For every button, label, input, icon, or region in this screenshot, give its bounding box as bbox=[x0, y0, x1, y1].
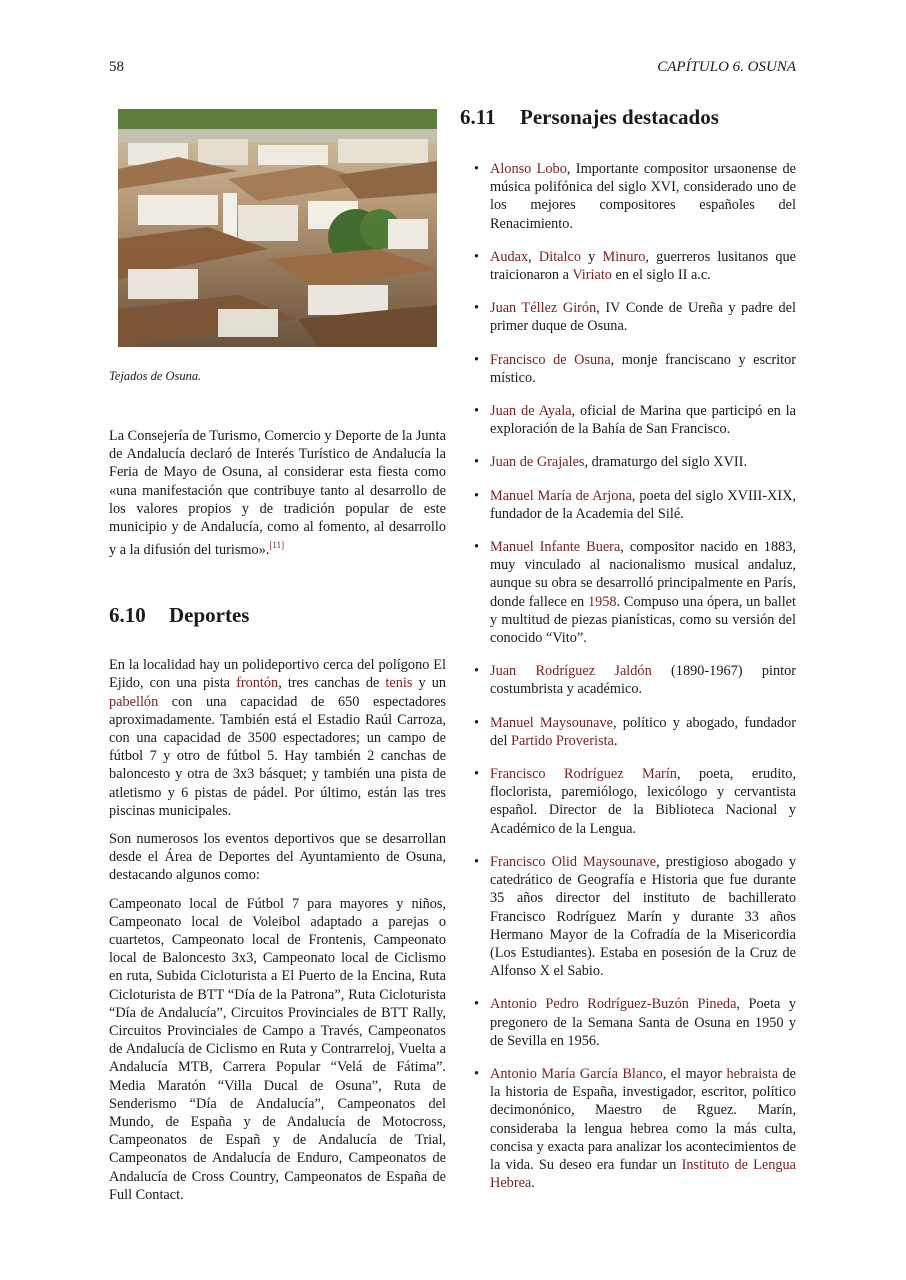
item-text: . bbox=[613, 732, 618, 749]
paragraph-eventos: Son numerosos los eventos deportivos que se desarrollan desde el Área de Deportes del Ayuntamiento de Osuna, destacando algunos como: bbox=[109, 831, 446, 884]
section-number: 6.11 bbox=[460, 105, 496, 129]
paragraph-text: con una capacidad de 650 espectadores aproximadamente. También está el Estadio Raúl Carroza, con una capacidad de 3500 espectadores; un campo de fútbol 7 y otro de fútbol 5. Hay también 2 canchas de baloncesto y otra de 3x3 básquet; y también una pista de atletismo y 6 pistas de pádel. Por último, están las tres piscinas municipales. bbox=[109, 693, 446, 819]
link-person[interactable]: Francisco Olid Maysounave bbox=[490, 853, 657, 870]
personajes-list bbox=[460, 160, 796, 1192]
item-text: , compositor nacido en 1883, muy vinculado al nacionalismo musical andaluz, aunque su obra se desarrolló principalmente en París, donde fallece en bbox=[490, 539, 796, 610]
list-item: • Juan de Ayala, oficial de Marina que participó en la exploración de la Bahía de San Francisco. bbox=[474, 403, 796, 438]
list-item: • Antonio Pedro Rodríguez-Buzón Pineda, Poeta y pregonero de la Semana Santa de Osuna en 1950 y de Sevilla en 1956. bbox=[474, 996, 796, 1049]
link-instituto[interactable]: Instituto de Lengua Hebrea bbox=[490, 1156, 797, 1192]
list-item: • Francisco Rodríguez Marín, poeta, erudito, floclorista, paremiólogo, lexicólogo y cervantista español. Director de la Biblioteca Nacional y Académico de la Lengua. bbox=[474, 766, 796, 837]
paragraph-text: En la localidad hay un polideportivo cerca del polígono El Ejido, con una pista bbox=[109, 657, 446, 692]
item-text: , bbox=[528, 248, 539, 265]
item-text: , político y abogado, fundador del bbox=[490, 714, 796, 749]
paragraph-polideportivo bbox=[109, 656, 446, 820]
list-item: • Antonio María García Blanco, el mayor hebraista de la historia de España, investigador, escritor, político decimonónico, Maestro de Rguez. Marín, consideraba la lengua hebrea como la más culta, concisa y exacta para analizar los acontecimientos de la vida. Su deseo era fundar un Instituto de Lengua Hebrea. bbox=[474, 1065, 797, 1192]
link-person[interactable]: Viriato bbox=[572, 267, 612, 284]
right-column bbox=[460, 105, 796, 1207]
list-item: • Juan de Grajales, dramaturgo del siglo XVII. bbox=[474, 454, 748, 471]
link-person[interactable]: Manuel María de Arjona bbox=[490, 487, 632, 504]
link-person[interactable]: Juan Rodríguez Jaldón bbox=[490, 663, 652, 680]
link-party[interactable]: Partido Proverista bbox=[511, 732, 614, 749]
item-text: , dramaturgo del siglo XVII. bbox=[584, 454, 748, 471]
reference-link[interactable]: [11] bbox=[269, 540, 285, 551]
item-text: , Poeta y pregonero de la Semana Santa de Osuna en 1950 y de Sevilla en 1956. bbox=[490, 996, 796, 1049]
item-text: , guerreros lusitanos que traicionaron a bbox=[490, 248, 796, 284]
figure-caption: Tejados de Osuna. bbox=[109, 369, 202, 383]
section-title: Personajes destacados bbox=[520, 105, 719, 129]
item-text: . Compuso una ópera, un ballet y multitud de piezas pianísticas, como su versión del conocido “Vito”. bbox=[490, 593, 796, 647]
rooftops-illustration bbox=[118, 109, 437, 347]
list-item: • Manuel Infante Buera, compositor nacido en 1883, muy vinculado al nacionalismo musical andaluz, aunque su obra se desarrolló principalmente en París, donde fallece en 1958. Compuso una ópera, un ballet y multitud de piezas pianísticas, como su versión del conocido “Vito”. bbox=[474, 539, 796, 647]
paragraph-feria bbox=[109, 427, 446, 559]
list-item: • Francisco Olid Maysounave, prestigioso abogado y catedrático de Geografía e Historia que fue durante 35 años director del instituto de bachillerato Francisco Rodríguez Marín y durante 33 años Hermano Mayor de la Cofradía de la Misericordia (Los Estudiantes). Estaba en posesión de la Cruz de Alfonso X el Sabio. bbox=[474, 853, 797, 980]
link-person[interactable]: Francisco de Osuna bbox=[490, 351, 611, 368]
item-text: , monje franciscano y escritor místico. bbox=[490, 351, 796, 386]
chapter-header: CAPÍTULO 6. OSUNA bbox=[657, 59, 796, 75]
section-heading-deportes bbox=[109, 603, 446, 628]
list-item: • Audax, Ditalco y Minuro, guerreros lusitanos que traicionaron a Viriato en el siglo II a.c. bbox=[474, 248, 796, 284]
link-person[interactable]: Antonio María García Blanco bbox=[490, 1065, 663, 1082]
page-number: 58 bbox=[109, 59, 124, 75]
item-text: . bbox=[531, 1175, 535, 1192]
link-tenis[interactable]: tenis bbox=[385, 675, 413, 692]
link-person[interactable]: Audax bbox=[490, 248, 529, 265]
link-person[interactable]: Antonio Pedro Rodríguez-Buzón Pineda bbox=[490, 996, 737, 1013]
item-text: en el siglo II a.c. bbox=[611, 267, 711, 284]
link-person[interactable]: Juan de Grajales bbox=[490, 454, 585, 471]
list-item: • Francisco de Osuna, monje franciscano y escritor místico. bbox=[474, 351, 796, 386]
item-text: , prestigioso abogado y catedrático de Geografía e Historia que fue durante 35 años director del instituto de bachillerato Francisco Rodríguez Marín y durante 33 años Hermano Mayor de la Cofradía de la Misericordia (Los Estudiantes). Estaba en posesión de la Cruz de Alfonso X el Sabio. bbox=[490, 853, 797, 980]
section-number: 6.10 bbox=[109, 603, 146, 628]
list-item: • Juan Rodríguez Jaldón (1890-1967) pintor costumbrista y académico. bbox=[474, 663, 796, 698]
paragraph-text: y un bbox=[412, 675, 446, 692]
item-text: , IV Conde de Ureña y padre del primer duque de Osuna. bbox=[490, 300, 796, 335]
paragraph-text: La Consejería de Turismo, Comercio y Deporte de la Junta de Andalucía declaró de Interés Turístico de Andalucía la Feria de Mayo de Osuna, al considerar esta fiesta como «una manifestación que contribuye tanto al desarrollo de los valores propios y de tradición popular de este municipio y de Andalucía, como al fomento, al desarrollo y a la difusión del turismo». bbox=[109, 428, 446, 558]
link-person[interactable]: Minuro bbox=[602, 248, 646, 265]
list-item: • Manuel María de Arjona, poeta del siglo XVIII-XIX, fundador de la Academia del Silé. bbox=[474, 487, 797, 522]
item-text: , poeta, erudito, floclorista, paremiólogo, lexicólogo y cervantista español. Director de la Biblioteca Nacional y Académico de la Lengua. bbox=[490, 766, 796, 837]
item-text: , poeta del siglo XVIII-XIX, fundador de la Academia del Silé. bbox=[490, 487, 797, 522]
section-title: Deportes bbox=[169, 603, 250, 628]
link-year[interactable]: 1958 bbox=[587, 593, 617, 610]
item-text: , el mayor bbox=[662, 1065, 727, 1082]
left-column bbox=[109, 109, 446, 1214]
link-person[interactable]: Francisco Rodríguez Marín bbox=[490, 766, 677, 783]
link-person[interactable]: Alonso Lobo bbox=[490, 161, 567, 177]
item-text: (1890-1967) pintor costumbrista y académico. bbox=[490, 663, 796, 698]
item-text: y bbox=[580, 248, 603, 265]
list-item: • Manuel Maysounave, político y abogado, fundador del Partido Proverista. bbox=[474, 714, 796, 749]
item-text: , Importante compositor ursaonense de música polifónica del siglo XVI, considerado uno de los mejores compositores españoles del Renacimiento. bbox=[490, 161, 796, 232]
item-text: de la historia de España, investigador, escritor, político decimonónico, Maestro de Rguez. Marín, consideraba la lengua hebrea como la más culta, concisa y exacta para analizar los acontecimientos de la vida. Su deseo era fundar un bbox=[490, 1065, 796, 1173]
link-hebraista[interactable]: hebraista bbox=[726, 1065, 779, 1082]
list-item: • Juan Téllez Girón, IV Conde de Ureña y padre del primer duque de Osuna. bbox=[474, 300, 796, 335]
section-heading-personajes bbox=[460, 105, 796, 130]
link-person[interactable]: Manuel Maysounave bbox=[490, 714, 613, 731]
link-pabellon[interactable]: pabellón bbox=[109, 693, 159, 710]
list-item: • Alonso Lobo, Importante compositor ursaonense de música polifónica del siglo XVI, considerado uno de los mejores compositores españoles del Renacimiento. bbox=[474, 161, 796, 232]
paragraph-text: , tres canchas de bbox=[278, 675, 386, 692]
link-person[interactable]: Ditalco bbox=[538, 248, 581, 265]
link-person[interactable]: Juan de Ayala bbox=[490, 403, 572, 420]
link-fronton[interactable]: frontón bbox=[236, 675, 279, 692]
item-text: , oficial de Marina que participó en la exploración de la Bahía de San Francisco. bbox=[490, 403, 796, 438]
link-person[interactable]: Manuel Infante Buera bbox=[490, 539, 621, 556]
link-person[interactable]: Juan Téllez Girón bbox=[490, 300, 597, 317]
rooftops-photo bbox=[118, 109, 437, 347]
paragraph-campeonatos: Campeonato local de Fútbol 7 para mayores y niños, Campeonato local de Voleibol adaptado a parejas o cuartetos, Campeonato local de Frontenis, Campeonato local de Baloncesto 3x3, Campeonato local de Ciclismo en ruta, Subida Cicloturista a El Puerto de la Encina, Ruta Cicloturista de BTT “Día de la Patrona”, Ruta Cicloturista “Día de Andalucía”, Circuitos Provinciales de BTT Rally, Circuitos Provinciales de Campo a Través, Campeonatos de Andalucía de Ciclismo en Ruta y Contrarreloj, Vuelta a Andalucía MTB, Carrera Popular “Velá de Fátima”. Media Maratón “Villa Ducal de Osuna”, Ruta de Senderismo “Día de Andalucía”, Campeonatos del Mundo, de España y de Andalucía de Motocross, Campeonatos de Españ y de Andalucía de Trial, Campeonatos de Andalucía de Enduro, Campeonatos de Andalucía de Cross Country, Campeonatos de España de Full Contact. bbox=[109, 895, 446, 1203]
